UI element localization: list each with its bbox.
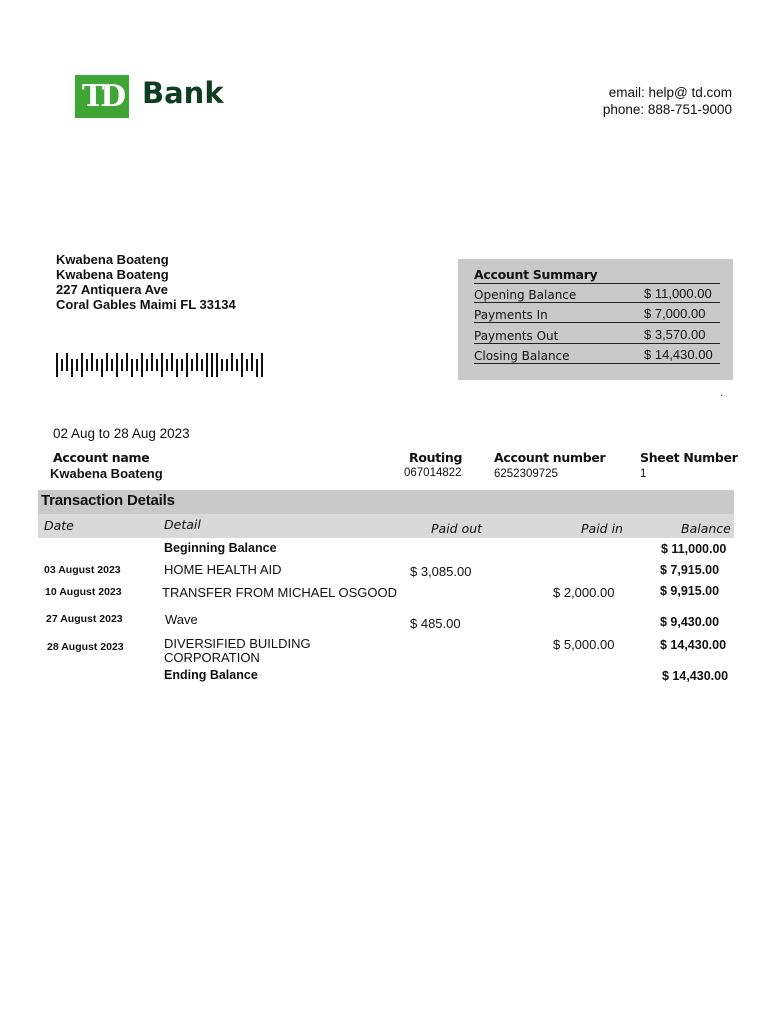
- transaction-details-title: Transaction Details: [41, 492, 175, 509]
- summary-row-payments-in: [474, 306, 720, 323]
- tx-balance: $ 14,430.00: [660, 638, 727, 652]
- tx-date: 27 August 2023: [46, 613, 123, 625]
- tx-detail-continued: CORPORATION: [164, 650, 260, 665]
- tx-date: 10 August 2023: [45, 586, 122, 598]
- tx-date: 28 August 2023: [47, 641, 124, 653]
- col-date: Date: [44, 518, 74, 533]
- account-name-label: Account name: [53, 450, 150, 465]
- summary-label: Payments In: [474, 308, 548, 322]
- transaction-header-row: [38, 514, 734, 538]
- contact-block: [603, 84, 732, 118]
- routing-value: 067014822: [404, 467, 462, 479]
- tx-paid-in: $ 2,000.00: [553, 585, 615, 600]
- bank-name: Bank: [142, 76, 224, 110]
- summary-label: Closing Balance: [474, 349, 570, 363]
- tx-detail: TRANSFER FROM MICHAEL OSGOOD: [162, 585, 397, 600]
- address-line: Kwabena Boateng: [56, 252, 169, 267]
- account-name-value: Kwabena Boateng: [50, 466, 163, 481]
- summary-row-closing: [474, 347, 720, 364]
- contact-phone: phone: 888-751-9000: [602, 102, 732, 117]
- beginning-balance-label: Beginning Balance: [164, 541, 277, 555]
- account-summary-box: [458, 259, 733, 380]
- col-balance: Balance: [681, 521, 731, 536]
- transaction-details-bar: [38, 490, 734, 514]
- routing-label: Routing: [409, 450, 463, 465]
- col-paid-out: Paid out: [431, 521, 483, 536]
- logo-text: TD: [81, 79, 123, 114]
- tx-date: 03 August 2023: [44, 564, 121, 576]
- account-number-label: Account number: [494, 450, 606, 465]
- tx-paid-in: $ 5,000.00: [553, 637, 615, 652]
- contact-email: email: help@ td.com: [608, 85, 732, 100]
- summary-title: Account Summary: [474, 267, 720, 284]
- summary-row-payments-out: [474, 327, 720, 344]
- summary-label: Opening Balance: [474, 288, 577, 302]
- address-line: 227 Antiquera Ave: [56, 282, 168, 297]
- account-number-value: 6252309725: [494, 468, 558, 480]
- tx-detail: DIVERSIFIED BUILDING: [164, 636, 311, 651]
- summary-value: $ 11,000.00: [644, 286, 712, 301]
- summary-value: $ 7,000.00: [644, 306, 706, 321]
- tx-balance: $ 9,430.00: [660, 615, 720, 629]
- td-logo: [75, 75, 129, 118]
- sheet-number-value: 1: [640, 468, 647, 480]
- ending-balance-value: $ 14,430.00: [662, 669, 729, 683]
- summary-row-opening: [474, 286, 720, 303]
- tx-paid-out: $ 485.00: [410, 616, 461, 631]
- address-line: Coral Gables Maimi FL 33134: [56, 297, 236, 312]
- tx-balance: $ 7,915.00: [660, 563, 720, 577]
- tx-paid-out: $ 3,085.00: [410, 564, 472, 579]
- statement-period: 02 Aug to 28 Aug 2023: [53, 426, 190, 441]
- col-paid-in: Paid in: [581, 521, 623, 536]
- tx-detail: HOME HEALTH AID: [164, 562, 282, 577]
- ending-balance-label: Ending Balance: [164, 668, 258, 682]
- postal-barcode-icon: [56, 353, 266, 377]
- tx-detail: Wave: [165, 612, 198, 627]
- col-detail: Detail: [164, 517, 201, 532]
- summary-value: $ 3,570.00: [644, 327, 706, 342]
- beginning-balance-value: $ 11,000.00: [661, 542, 727, 556]
- summary-label: Payments Out: [474, 329, 559, 343]
- stray-mark: ·: [720, 390, 724, 401]
- summary-value: $ 14,430.00: [644, 347, 713, 362]
- sheet-number-label: Sheet Number: [640, 450, 738, 465]
- address-line: Kwabena Boateng: [56, 267, 169, 282]
- customer-address: [56, 252, 236, 312]
- tx-balance: $ 9,915.00: [660, 584, 720, 598]
